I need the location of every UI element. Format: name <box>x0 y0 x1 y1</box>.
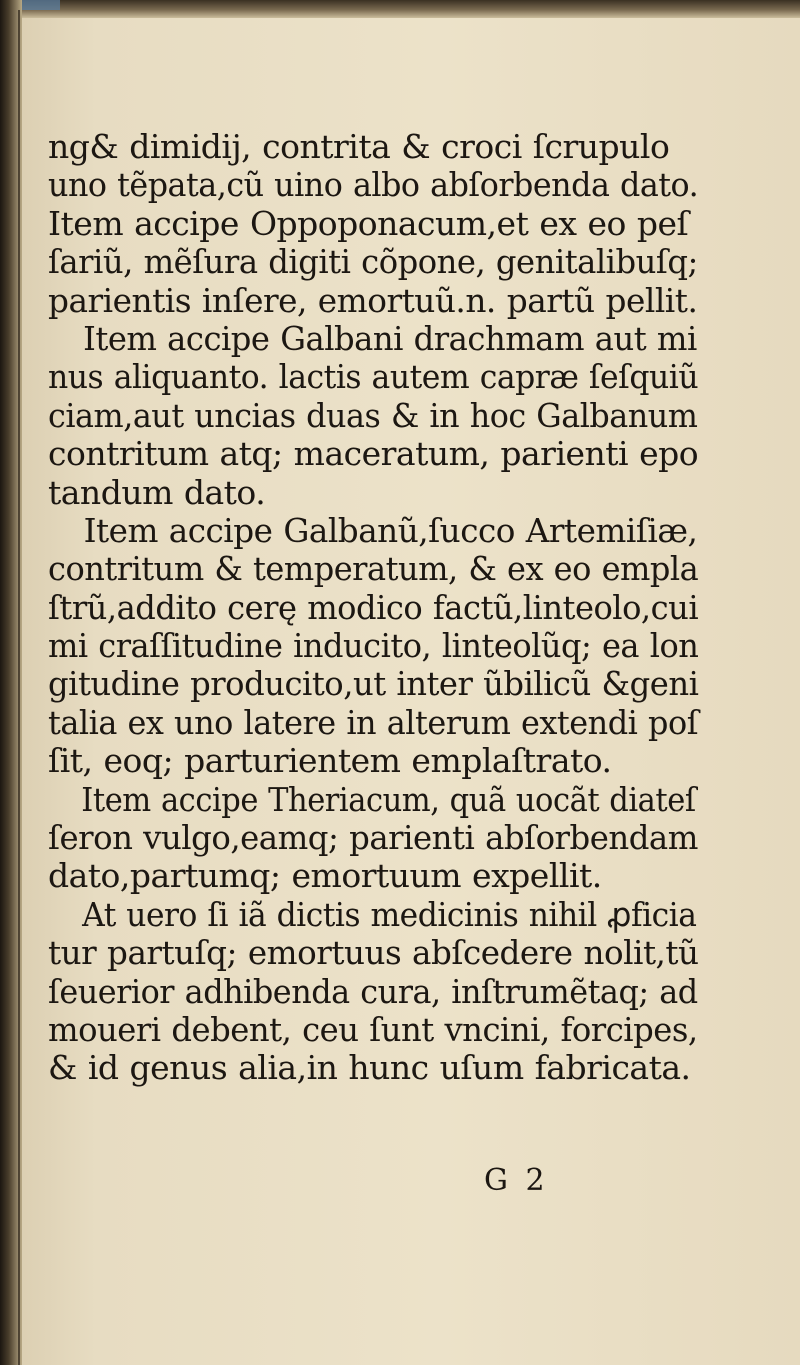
text-line: ciam,aut uncias duas & in hoc Galbanum <box>48 395 698 435</box>
text-line: contritum atq; maceratum, parienti epo <box>48 434 699 474</box>
text-line: ſtrũ,addito cerę modico factũ,linteolo,cui <box>48 587 699 627</box>
gutter-line <box>18 10 20 1365</box>
text-line: Item accipe Galbanũ,ſucco Artemiſiæ, <box>83 510 698 550</box>
text-line: mi craſſitudine inducito, linteolũq; ea lon <box>48 626 699 666</box>
text-line: ſariũ, mẽſura digiti cõpone, genitalibuſq; <box>48 242 698 282</box>
text-line: Item accipe Theriacum, quã uocãt diateſ <box>81 779 696 819</box>
text-line: moueri debent, ceu ſunt vncini, forcipes, <box>48 1009 698 1049</box>
text-line: tur partuſq; emortuus abſcedere nolit,tũ <box>48 933 699 973</box>
text-line: nus aliquanto. lactis autem capræ ſeſquiũ <box>48 357 699 397</box>
text-line: contritum & temperatum, & ex eo empla <box>48 549 699 589</box>
text-line: talia ex uno latere in alterum extendi poſ <box>48 702 699 742</box>
text-line: ng& dimidij, contrita & croci ſcrupulo <box>48 127 670 166</box>
signature-mark: G 2 <box>484 1163 549 1198</box>
text-line: ſit, eoq; parturientem emplaſtrato. <box>48 741 612 781</box>
text-line: ſeron vulgo,eamq; parienti abſorbendam <box>48 818 698 858</box>
body-text <box>48 128 698 1088</box>
text-line: Item accipe Oppoponacum,et ex eo peſ <box>48 203 689 243</box>
text-line: dato,partumq; emortuum expellit. <box>48 856 602 896</box>
text-line: At uero ſi iã dictis medicinis nihil ꝓficia <box>82 894 697 934</box>
text-line: & id genus alia,in hunc uſum fabricata. <box>48 1048 691 1088</box>
text-line: ſeuerior adhibenda cura, inſtrumẽtaq; ad <box>48 971 698 1011</box>
text-line: Item accipe Galbani drachmam aut mi <box>83 318 697 358</box>
page-top-edge <box>0 0 800 18</box>
text-line: parientis inſere, emortuũ.n. partũ pellit. <box>48 280 698 320</box>
text-line: uno tẽpata,cũ uino albo abſorbenda dato. <box>48 165 699 205</box>
text-line: tandum dato. <box>48 472 266 512</box>
text-line: gitudine producito,ut inter ũbilicũ &geni <box>48 664 699 704</box>
